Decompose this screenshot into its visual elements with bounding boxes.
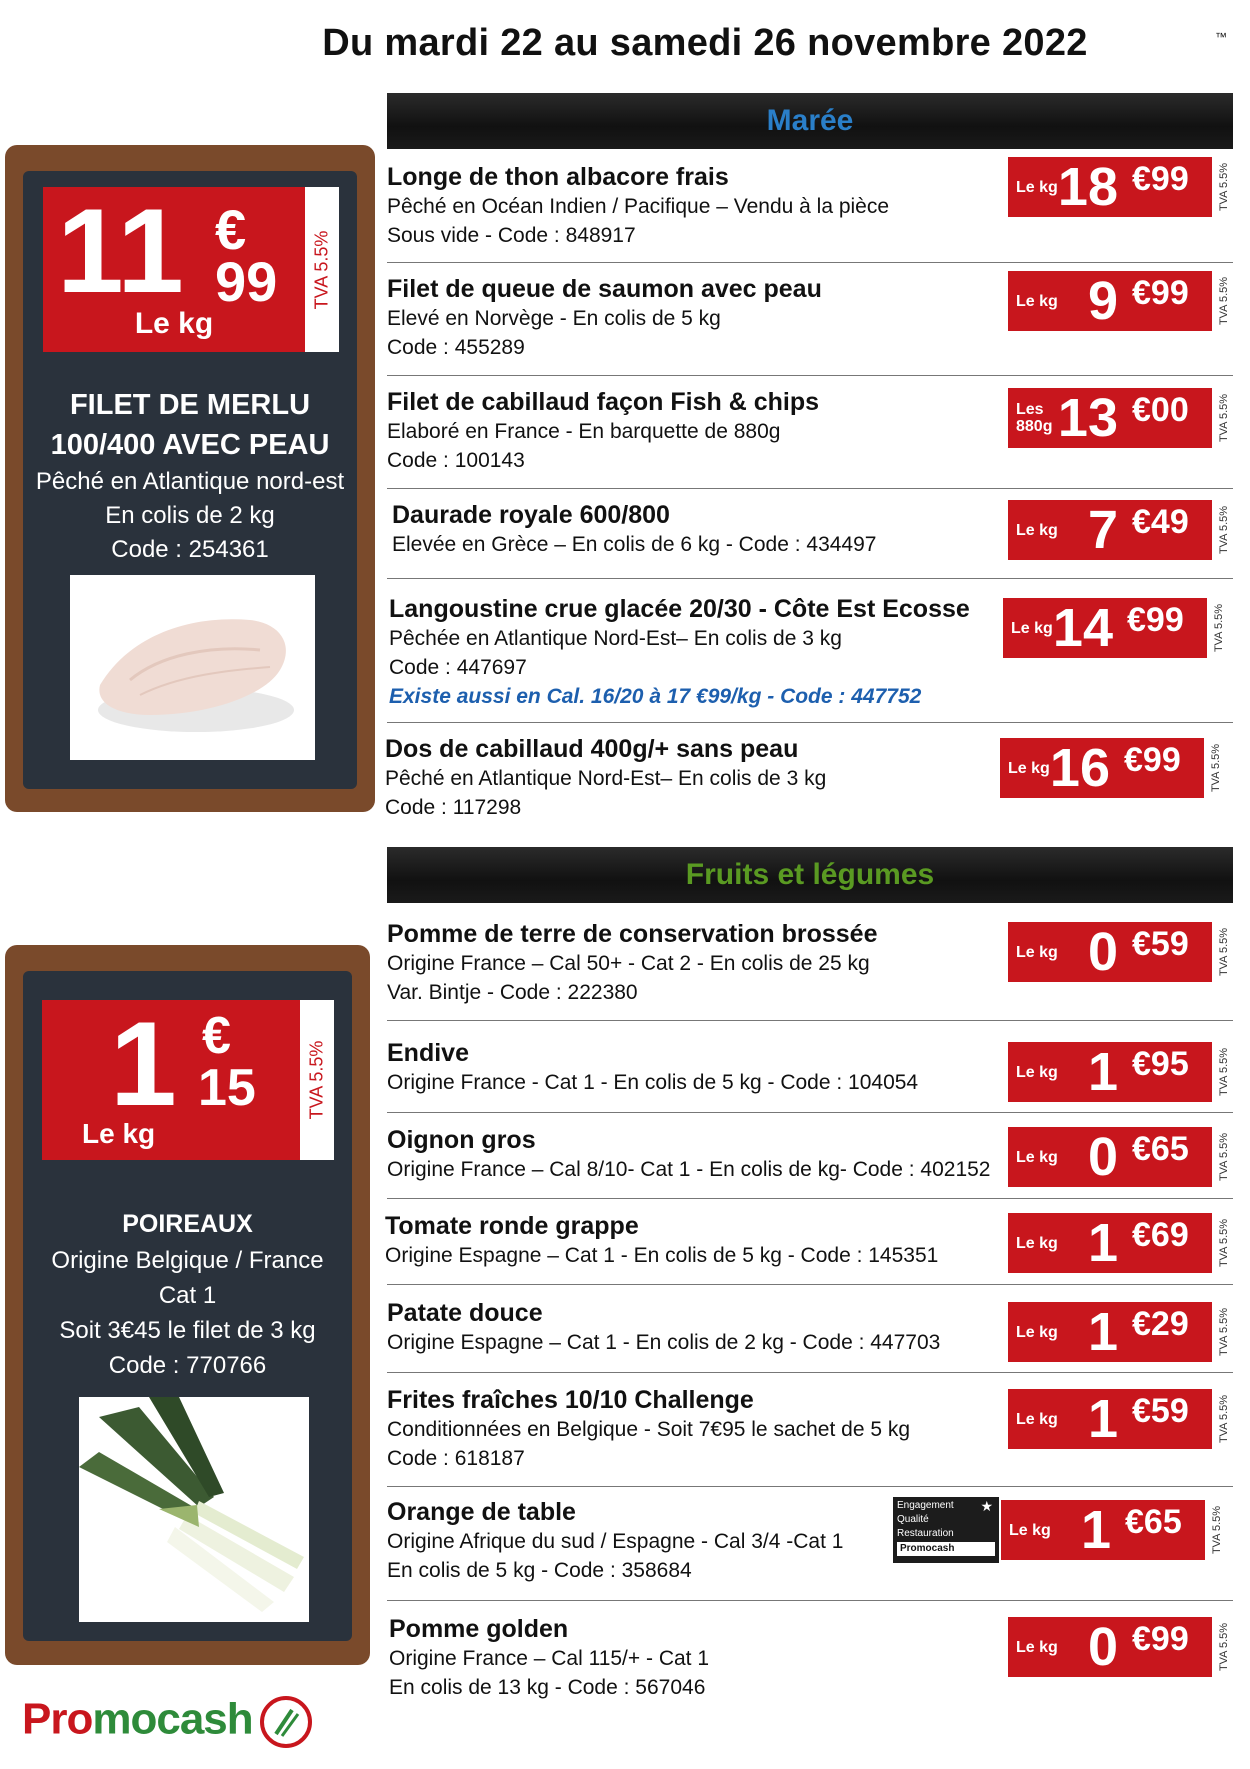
price-cents: €00 [1132,391,1189,429]
promo-board-merlu [5,145,375,812]
price-tva: TVA 5.5% [1217,927,1230,977]
product-title: Pomme golden [389,1615,569,1643]
price-tag [1008,922,1233,982]
product-daurade [392,500,992,559]
price-cents: €99 [1132,1620,1189,1658]
promo-price-euro: € [215,198,247,261]
fork-knife-icon [258,1694,314,1750]
promo-price-block [42,997,300,1160]
price-int: 1 [1087,1302,1118,1362]
price-tag [1008,500,1233,560]
price-tag [1008,388,1233,448]
product-title: Filet de queue de saumon avec peau [387,275,822,303]
product-detail: Origine France – Cal 8/10- Cat 1 - En colis de kg- Code : 402152 [387,1158,991,1181]
price-tva: TVA 5.5% [1217,1307,1230,1357]
divider [387,488,1233,489]
divider [387,1112,1233,1113]
price-tva: TVA 5.5% [1217,1132,1230,1182]
promo-title: POIREAUX [122,1210,253,1238]
product-detail: Code : 100143 [387,449,525,472]
product-pomme-golden [389,1614,989,1702]
price-int: 9 [1087,271,1118,331]
product-title: Oignon gros [387,1126,536,1154]
product-detail: Pêché en Atlantique Nord-Est– En colis de 3 kg [385,767,827,790]
price-tag [1008,157,1233,217]
product-detail: Origine France – Cal 50+ - Cat 2 - En colis de 25 kg [387,952,870,975]
product-detail: Code : 455289 [387,336,525,359]
price-cents: €99 [1127,601,1184,639]
product-detail: Var. Bintje - Code : 222380 [387,981,638,1004]
product-langoustine [389,594,989,711]
promo-price-int: 1 [110,997,177,1131]
divider [387,1600,1233,1601]
promo-details: Origine Belgique / France Cat 1 Soit 3€45 le filet de 3 kg Code : 770766 [51,1247,324,1379]
product-alternative: Existe aussi en Cal. 16/20 à 17 €99/kg - Code : 447752 [389,685,922,708]
price-int: 1 [1080,1500,1111,1560]
product-tomate [385,1211,985,1270]
price-cents: €69 [1132,1216,1189,1254]
price-int: 13 [1057,388,1118,448]
promo-price-block [43,184,305,352]
price-unit: Le kg [1011,619,1053,637]
price-int: 1 [1087,1389,1118,1449]
product-title: Tomate ronde grappe [385,1212,639,1240]
price-unit: Le kg [1009,1521,1051,1539]
price-int: 0 [1087,1127,1118,1187]
promo-price-int: 11 [57,184,184,318]
product-detail: Elevé en Norvège - En colis de 5 kg [387,307,721,330]
price-tva: TVA 5.5% [1217,276,1230,326]
section-banner-maree: Marée [387,93,1233,149]
product-title: Orange de table [387,1498,576,1526]
product-title: Patate douce [387,1299,543,1327]
product-frites [387,1385,987,1473]
price-tva: TVA 5.5% [1217,162,1230,212]
price-tva: TVA 5.5% [1210,1505,1223,1555]
product-fish-chips [387,387,987,475]
product-title: Langoustine crue glacée 20/30 - Côte Est Ecosse [389,595,970,623]
price-unit: Le kg [1016,292,1058,310]
price-cents: €29 [1132,1305,1189,1343]
price-unit: Le kg [1016,1638,1058,1656]
product-detail: Pêché en Océan Indien / Pacifique – Vendu à la pièce [387,195,890,218]
divider [387,722,1233,723]
price-int: 16 [1049,738,1110,798]
product-detail: Sous vide - Code : 848917 [387,224,636,247]
price-unit: Le kg [1016,1323,1058,1341]
price-unit: Les 880g [1016,401,1053,435]
price-tva: TVA 5.5% [1217,1218,1230,1268]
price-tag [1008,1302,1233,1362]
product-saumon [387,274,987,362]
price-unit: Le kg [1016,178,1058,196]
promo-tva: TVA 5.5% [305,187,339,352]
product-detail: Origine France – Cal 115/+ - Cat 1 [389,1647,710,1670]
price-unit: Le kg [1016,1234,1058,1252]
price-cents: €99 [1132,160,1189,198]
divider [387,375,1233,376]
product-photo-poireaux [79,1397,309,1622]
price-int: 18 [1057,157,1118,217]
promo-details: Pêché en Atlantique nord-est En colis de 2 kg Code : 254361 [35,468,345,563]
promo-tva: TVA 5.5% [300,1000,334,1160]
price-unit: Le kg [1016,521,1058,539]
product-detail: Origine Espagne – Cat 1 - En colis de 5 kg - Code : 145351 [385,1244,939,1267]
price-unit: Le kg [1016,1148,1058,1166]
divider [387,1372,1233,1373]
divider [387,1284,1233,1285]
price-cents: €95 [1132,1045,1189,1083]
product-title: Filet de cabillaud façon Fish & chips [387,388,820,416]
page-title: Du mardi 22 au samedi 26 novembre 2022 [322,22,1088,64]
product-detail: Elaboré en France - En barquette de 880g [387,420,781,443]
product-photo-merlu [70,575,315,760]
price-tva: TVA 5.5% [1209,743,1222,793]
price-cents: €65 [1125,1503,1182,1541]
product-pomme-de-terre [387,919,987,1007]
product-detail: Elevée en Grèce – En colis de 6 kg - Code : 434497 [392,533,877,556]
price-tag [1008,1617,1233,1677]
price-tag [1008,1042,1233,1102]
divider [387,1020,1233,1021]
product-detail: Code : 447697 [389,656,527,679]
product-title: Dos de cabillaud 400g/+ sans peau [385,735,799,763]
price-cents: €59 [1132,1392,1189,1430]
price-tag [1008,1127,1233,1187]
star-icon: ★ [980,1498,993,1514]
product-detail: Code : 117298 [385,796,522,819]
product-detail: Origine Afrique du sud / Espagne - Cal 3/4 -Cat 1 [387,1530,844,1553]
promo-price-cents: 15 [198,1059,256,1117]
price-cents: €99 [1132,274,1189,312]
product-title: Frites fraîches 10/10 Challenge [387,1386,754,1414]
price-int: 1 [1087,1213,1118,1273]
price-tag [1008,1389,1233,1449]
product-title: Pomme de terre de conservation brossée [387,920,878,948]
quality-engagement-badge: Engagement Qualité Restauration Promocash ★ [893,1497,999,1563]
price-cents: €49 [1132,503,1189,541]
promo-unit: Le kg [82,1118,156,1149]
trademark-mark: ™ [1215,30,1227,44]
product-detail: Code : 618187 [387,1447,525,1470]
product-detail: Origine Espagne – Cat 1 - En colis de 2 kg - Code : 447703 [387,1331,941,1354]
product-title: Endive [387,1039,469,1067]
price-tag [1001,1500,1226,1560]
product-detail: Pêchée en Atlantique Nord-Est– En colis de 3 kg [389,627,842,650]
product-detail: En colis de 13 kg - Code : 567046 [389,1676,706,1699]
product-oignon [387,1125,991,1184]
price-cents: €65 [1132,1130,1189,1168]
price-tag [1000,738,1225,798]
price-tva: TVA 5.5% [1217,505,1230,555]
price-int: 0 [1087,1617,1118,1677]
price-tag [1008,1213,1233,1273]
product-detail: En colis de 5 kg - Code : 358684 [387,1559,692,1582]
promo-price-euro: € [202,1007,231,1065]
price-int: 0 [1087,922,1118,982]
price-tva: TVA 5.5% [1212,603,1225,653]
price-int: 7 [1087,500,1118,560]
promo-unit: Le kg [134,307,214,340]
price-unit: Le kg [1008,759,1050,777]
price-tva: TVA 5.5% [1217,1622,1230,1672]
price-unit: Le kg [1016,1063,1058,1081]
price-tva: TVA 5.5% [1217,393,1230,443]
product-detail: Origine France - Cat 1 - En colis de 5 kg - Code : 104054 [387,1071,919,1094]
divider [387,1198,1233,1199]
promo-board-poireaux [5,945,370,1665]
divider [387,578,1233,579]
product-title: Longe de thon albacore frais [387,163,729,191]
price-tva: TVA 5.5% [1217,1047,1230,1097]
product-patate-douce [387,1298,987,1357]
section-banner-fruits: Fruits et légumes [387,847,1233,903]
product-thon [387,162,987,250]
price-unit: Le kg [1016,943,1058,961]
price-unit: Le kg [1016,1410,1058,1428]
product-title: Daurade royale 600/800 [392,501,670,529]
promo-title: FILET DE MERLU 100/400 AVEC PEAU [50,389,330,461]
price-tag [1003,598,1228,658]
price-int: 14 [1052,598,1113,658]
product-endive [387,1038,987,1097]
price-tva: TVA 5.5% [1217,1394,1230,1444]
promo-price-cents: 99 [215,250,278,313]
product-detail: Conditionnées en Belgique - Soit 7€95 le sachet de 5 kg [387,1418,911,1441]
product-dos-cabillaud [385,734,985,822]
price-cents: €99 [1124,741,1181,779]
price-int: 1 [1087,1042,1118,1102]
promocash-logo: Promocash [22,1694,314,1750]
price-tag [1008,271,1233,331]
divider [387,1486,1233,1487]
divider [387,262,1233,263]
price-cents: €59 [1132,925,1189,963]
